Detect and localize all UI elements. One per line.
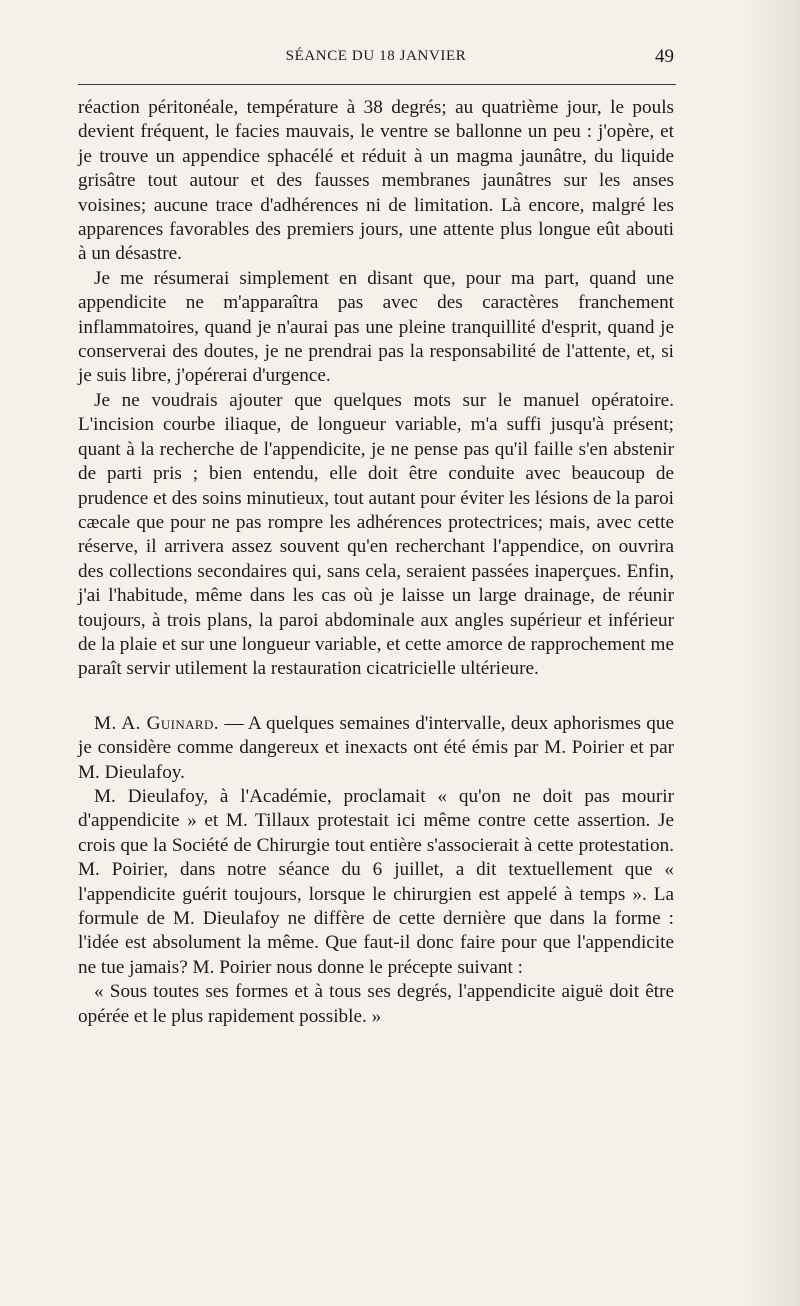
page-number: 49: [655, 46, 674, 67]
paragraph-operative-manual: Je ne voudrais ajouter que quelques mots sur le manuel opératoire. L'incision courbe iliaque, de longueur variable, m'a suffi jusqu'à présent; quant à la recherche de l'appendicite, je ne pense pas qu'il faille s'en abstenir de parti pris ; bien entendu, elle doit être conduite avec beaucoup de prudence et des soins minutieux, tout autant pour éviter les lésions de la paroi cæcale que pour ne pas rompre les adhérences protectrices; mais, avec cette réserve, il arrivera assez souvent qu'en recherchant l'appendice, on ouvrira des collections secondaires qui, sans cela, seraient passées inaperçues. Enfin, j'ai l'habitude, même dans les cas où je laisse un large drainage, de réunir toujours, à trois plans, la paroi abdominale aux angles supérieur et inférieur de la plaie et sur une longueur variable, et cette amorce de rapprochement me paraît servir utilement la restauration cicatricielle ultérieure.: [78, 389, 674, 680]
header-rule: [78, 84, 676, 85]
paragraph-summary: Je me résumerai simplement en disant que, pour ma part, quand une appendicite ne m'apparaîtra pas avec des caractères franchement inflammatoires, quand je n'aurai pas une pleine tranquillité d'esprit, quand je conserverai des doutes, je ne prendrai pas la responsabilité de l'attente, et, si je suis libre, j'opérerai d'urgence.: [78, 267, 674, 387]
page-edge-shading: [740, 0, 800, 1306]
body-text: [78, 96, 674, 1029]
speaker-name: M. A. Guinard.: [94, 712, 219, 734]
running-head: SÉANCE DU 18 JANVIER: [285, 48, 467, 64]
paragraph-guinard-intro: [78, 712, 674, 785]
paragraph-continuation: réaction péritonéale, température à 38 degrés; au quatrième jour, le pouls devient fréquent, le facies mauvais, le ventre se ballonne un peu : j'opère, et je trouve un appendice sphacélé et réduit à un magma jaunâtre, du liquide grisâtre tout autour et des fausses membranes jaunâtres sur les anses voisines; aucune trace d'adhérences ni de limitation. Là encore, malgré les apparences favorables des premiers jours, une attente plus longue eût abouti à un désastre.: [78, 97, 674, 265]
paragraph-quotation: « Sous toutes ses formes et à tous ses degrés, l'appendicite aiguë doit être opérée et le plus rapidement possible. »: [78, 981, 674, 1027]
page-header: [78, 46, 674, 70]
paragraph-guinard-text: — A quelques semaines d'intervalle, deux aphorismes que je considère comme dangereux et inexacts ont été émis par M. Poirier et par M. Dieulafoy.: [78, 712, 675, 783]
paragraph-dieulafoy: M. Dieulafoy, à l'Académie, proclamait « qu'on ne doit pas mourir d'appendicite » et M. Tillaux protestait ici même contre cette assertion. Je crois que la Société de Chirurgie tout entière s'associerait à cette protestation. M. Poirier, dans notre séance du 6 juillet, a dit textuellement que « l'appendicite guérit toujours, lorsque le chirurgien est appelé à temps ». La formule de M. Dieulafoy ne diffère de cette dernière que dans la forme : l'idée est absolument la même. Que faut-il donc faire pour que l'appendicite ne tue jamais? M. Poirier nous donne le précepte suivant :: [78, 785, 674, 978]
